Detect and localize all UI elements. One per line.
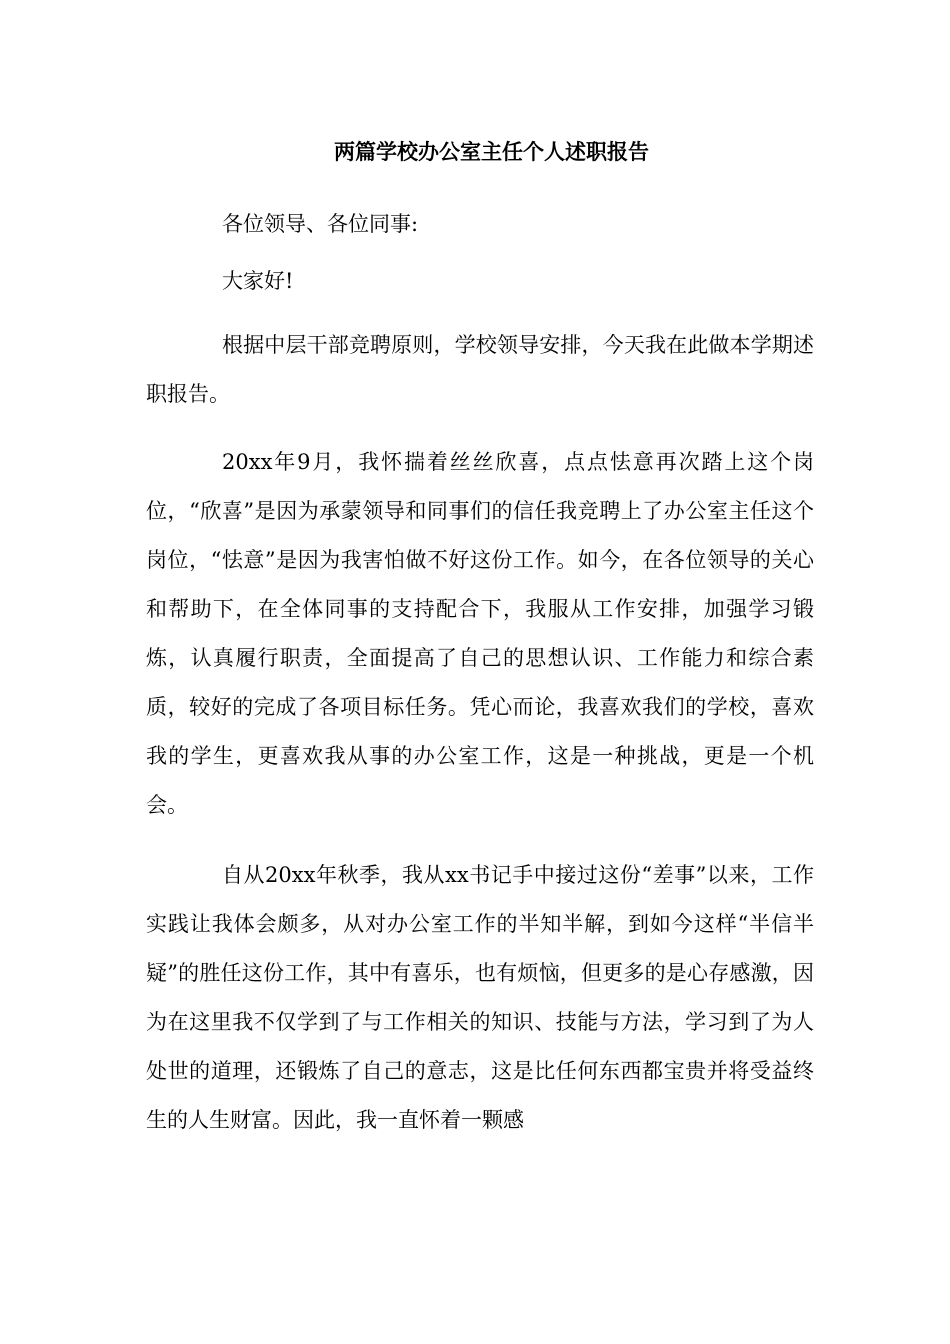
paragraph-2: 20xx年9月，我怀揣着丝丝欣喜，点点怯意再次踏上这个岗位，“欣喜”是因为承蒙领导和同事们的信任我竞聘上了办公室主任这个岗位，“怯意”是因为我害怕做不好这份工作。如今，在各位领导的关心和帮助下，在全体同事的支持配合下，我服从工作安排，加强学习锻炼，认真履行职责，全面提高了自己的思想认识、工作能力和综合素质，较好的完成了各项目标任务。凭心而论，我喜欢我们的学校，喜欢我的学生，更喜欢我从事的办公室工作，这是一种挑战，更是一个机会。 bbox=[146, 450, 814, 817]
paragraph-3: 自从20xx年秋季，我从xx书记手中接过这份“差事”以来，工作实践让我体会颇多，从对办公室工作的半知半解，到如今这样“半信半疑”的胜任这份工作，其中有喜乐，也有烦恼，但更多的是心存感激，因为在这里我不仅学到了与工作相关的知识、技能与方法，学习到了为人处世的道理，还锻炼了自己的意志，这是比任何东西都宝贵并将受益终生的人生财富。因此，我一直怀着一颗感 bbox=[146, 863, 814, 1132]
greeting: 大家好! bbox=[222, 269, 294, 293]
salutation: 各位领导、各位同事: bbox=[222, 212, 419, 236]
document-title: 两篇学校办公室主任个人述职报告 bbox=[334, 139, 649, 164]
paragraph-1: 根据中层干部竞聘原则，学校领导安排，今天我在此做本学期述职报告。 bbox=[146, 333, 814, 406]
